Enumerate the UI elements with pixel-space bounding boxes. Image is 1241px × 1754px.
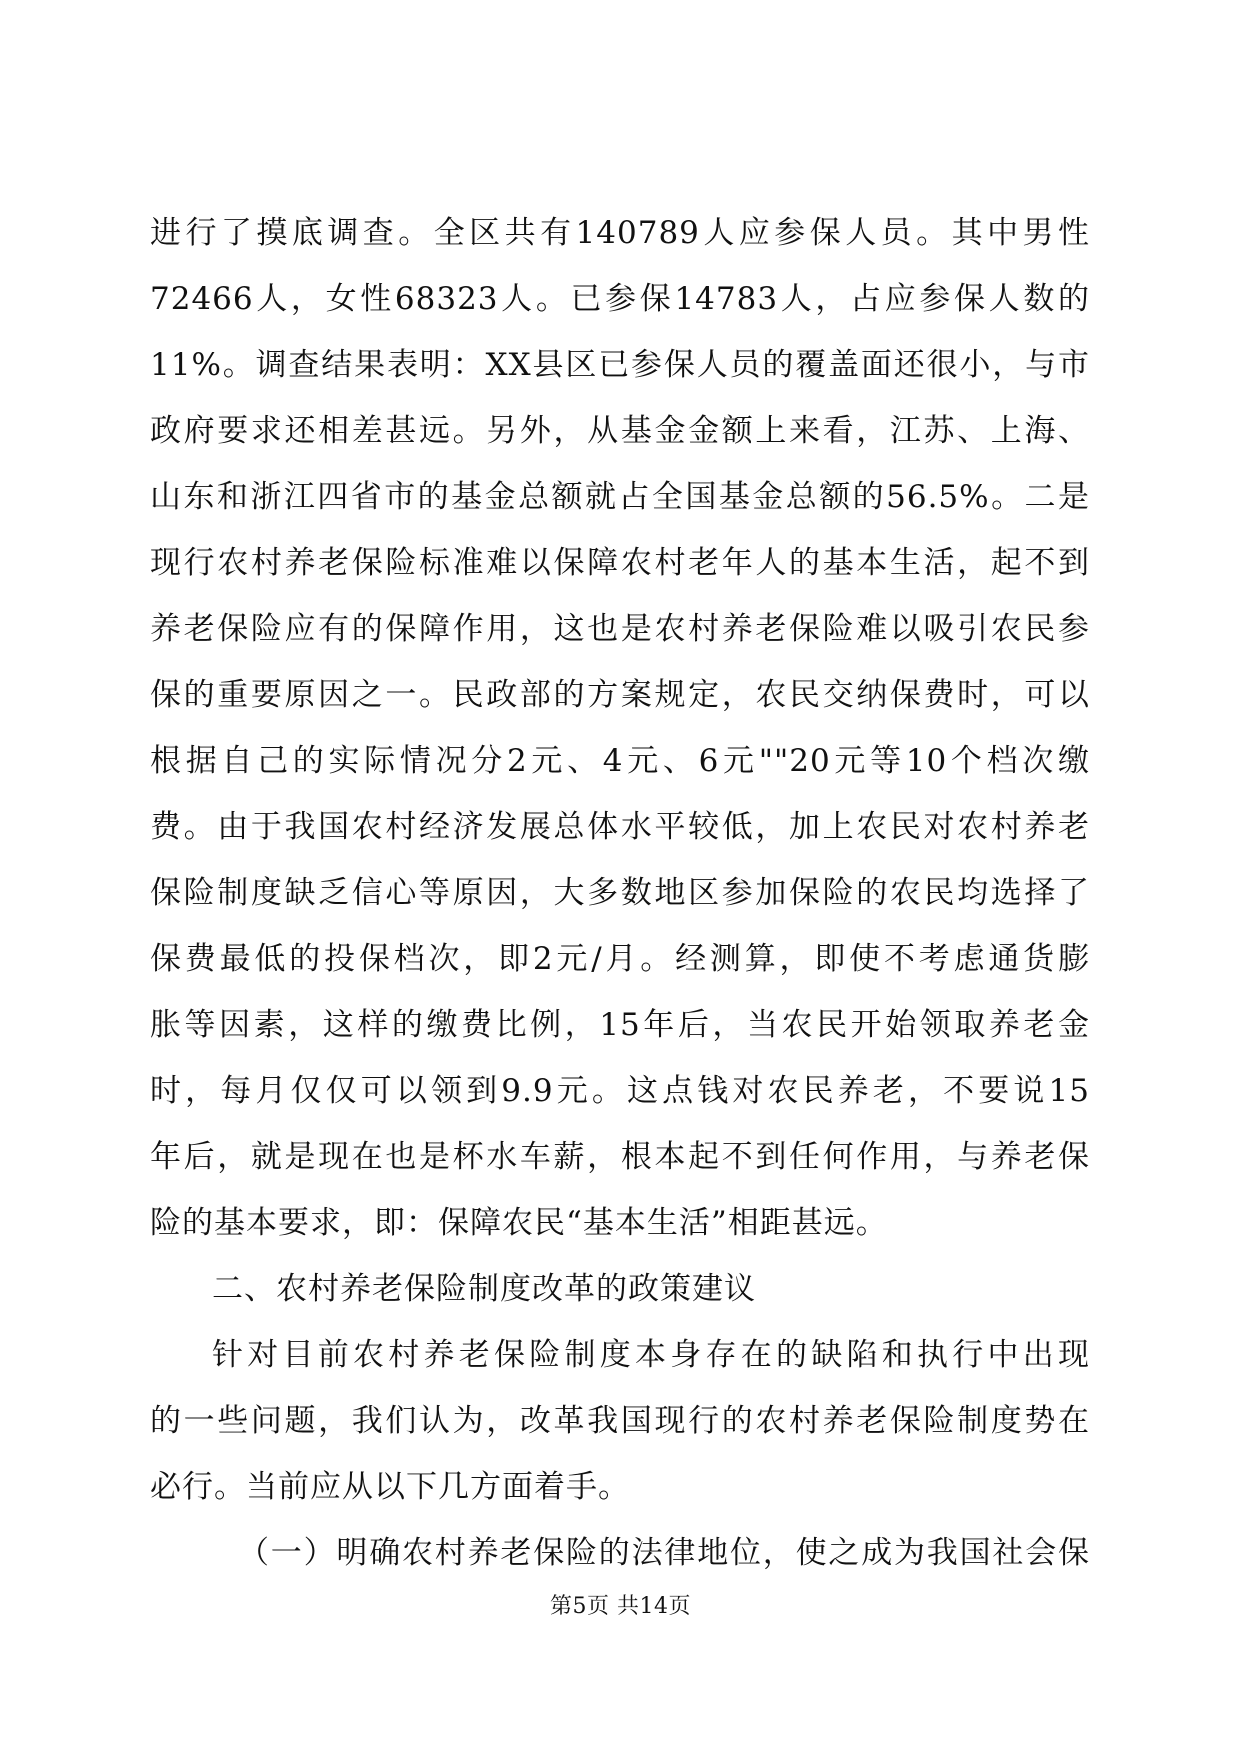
body-text-line: 政府要求还相差甚远。另外，从基金金额上来看，江苏、上海、 — [150, 413, 1090, 449]
body-text-line: 的一些问题，我们认为，改革我国现行的农村养老保险制度势在 — [150, 1403, 1090, 1439]
body-text-line: 胀等因素，这样的缴费比例，15年后，当农民开始领取养老金 — [150, 1007, 1090, 1043]
body-text-line: 现行农村养老保险标准难以保障农村老年人的基本生活，起不到 — [150, 545, 1090, 581]
body-text-line: 必行。当前应从以下几方面着手。 — [150, 1469, 630, 1505]
body-text-line: 保的重要原因之一。民政部的方案规定，农民交纳保费时，可以 — [150, 677, 1090, 713]
body-text-line: 时，每月仅仅可以领到9.9元。这点钱对农民养老，不要说15 — [150, 1073, 1090, 1109]
body-text-line: 根据自己的实际情况分2元、4元、6元""20元等10个档次缴 — [150, 743, 1090, 779]
body-text-line: 进行了摸底调查。全区共有140789人应参保人员。其中男性 — [150, 215, 1090, 251]
body-text-line: 养老保险应有的保障作用，这也是农村养老保险难以吸引农民参 — [150, 611, 1090, 647]
body-text-line: 11%。调查结果表明：XX县区已参保人员的覆盖面还很小，与市 — [150, 347, 1090, 383]
body-text-line: 费。由于我国农村经济发展总体水平较低，加上农民对农村养老 — [150, 809, 1090, 845]
page-number-footer: 第5页 共14页 — [550, 1594, 691, 1619]
body-text-line: 保险制度缺乏信心等原因，大多数地区参加保险的农民均选择了 — [150, 875, 1090, 911]
body-text-line: 针对目前农村养老保险制度本身存在的缺陷和执行中出现 — [212, 1337, 1090, 1373]
body-text-line: 保费最低的投保档次，即2元/月。经测算，即使不考虑通货膨 — [150, 941, 1090, 977]
subsection-heading: （一）明确农村养老保险的法律地位，使之成为我国社会保 — [238, 1535, 1090, 1571]
body-text-line: 年后，就是现在也是杯水车薪，根本起不到任何作用，与养老保 — [150, 1139, 1090, 1175]
section-heading: 二、农村养老保险制度改革的政策建议 — [212, 1271, 756, 1307]
body-text-line: 险的基本要求，即：保障农民“基本生活”相距甚远。 — [150, 1205, 888, 1241]
body-text-line: 山东和浙江四省市的基金总额就占全国基金总额的56.5%。二是 — [150, 479, 1090, 515]
body-text-line: 72466人，女性68323人。已参保14783人，占应参保人数的 — [150, 281, 1090, 317]
